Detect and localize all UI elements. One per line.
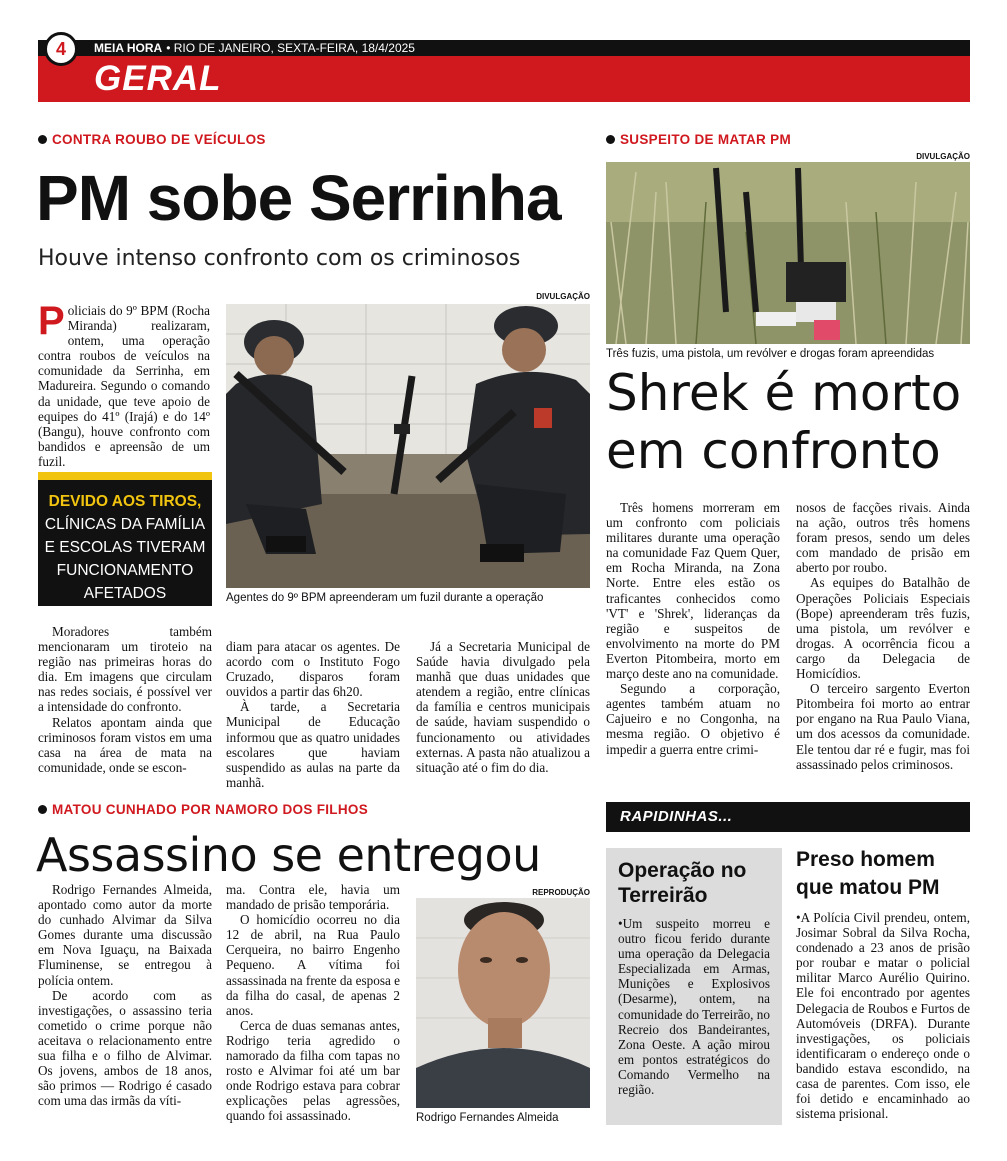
story1-column-3 bbox=[416, 639, 590, 775]
story1-photo-caption: Agentes do 9º BPM apreenderam um fuzil durante a operação bbox=[226, 592, 544, 604]
story2-column-1 bbox=[606, 500, 780, 757]
story2-col2-p1: nosos de facções rivais. Ainda na ação, outros três homens foram presos, sendo um deles com mandado de prisão em aberto por roubo. bbox=[796, 500, 970, 576]
story3-photo-caption: Rodrigo Fernandes Almeida bbox=[416, 1112, 559, 1124]
story1-photo-credit: DIVULGAÇÃO bbox=[536, 292, 590, 301]
story1-callout bbox=[38, 472, 212, 606]
story1-col3-p1: Já a Secretaria Municipal de Saúde havia divulgado pela manhã que duas unidades que atendem a região, entre clínicas da família e centros municipais de saúde, haviam suspendido o funcionamento ou atividades externas. A pasta não atualizou a situação até o fim do dia. bbox=[416, 639, 590, 775]
rapidinhas-label: RAPIDINHAS... bbox=[620, 808, 733, 825]
brand-name: MEIA HORA bbox=[94, 41, 163, 55]
story2-column-2 bbox=[796, 500, 970, 772]
brief-terreirao-body bbox=[618, 916, 770, 1097]
story3-col1-p2: De acordo com as investigações, o assassino teria cometido o crime porque não aceitava o relacionamento entre sua filha e o filho de Alvimar. Os jovens, ambos de 18 anos, são primos — Rodrigo é casado com uma das irmãs da víti- bbox=[38, 987, 212, 1109]
story1-col1-p1: Moradores também mencionaram um tiroteio na região nas primeiras horas do dia. Em imagens que circulam nas redes sociais, é possível ver a intensidade do confronto. bbox=[38, 624, 212, 715]
story1-lead-text: oliciais do 9º BPM (Rocha Miranda) realizaram, ontem, uma operação contra roubos de veículos na comunidade da Serrinha, em Madureira. Segundo o comando da unidade, que teve apoio de equipes do 41º (Irajá) e do 14º (Bangu), houve confronto com bandidos e apreensão de um fuzil. bbox=[38, 303, 210, 469]
story1-col2-p2: À tarde, a Secretaria Municipal de Educação informou que as quatro unidades escolares que haviam suspendido as aulas na parte da manhã. bbox=[226, 699, 400, 790]
brief-preso-title: Preso homem que matou PM bbox=[796, 848, 940, 899]
story3-col1-p1: Rodrigo Fernandes Almeida, apontado como autor da morte do cunhado Alvimar da Silva Gomes durante uma discussão em Nova Iguaçu, na Baixada Fluminense, se entregou à polícia ontem. bbox=[38, 882, 212, 988]
story3-column-2 bbox=[226, 882, 400, 1124]
story1-photo bbox=[226, 304, 590, 588]
story2-col2-p2: As equipes do Batalhão de Operações Policiais Especiais (Bope) apreenderam três fuzis, uma pistola, um revólver e drogas. A ocorrência ficou a cargo da Delegacia de Homicídios. bbox=[796, 575, 970, 682]
story1-headline: PM sobe Serrinha bbox=[36, 162, 561, 234]
police-officers-photo bbox=[226, 304, 590, 588]
brief-preso-text: A Polícia Civil prendeu, ontem, Josimar Sobral da Silva Rocha, condenado a 23 anos de prisão por roubar e matar o policial militar Marco Aurélio Quirino. Ele foi encontrado por agentes Delegacia de Roubos e Furtos de Automóveis (DRFA). Durante investigações, os policiais identificaram o endereço onde o bandido estava escondido, na casa de parentes. Com isso, ele foi detido e encaminhado ao sistema prisional. bbox=[796, 910, 970, 1122]
story2-headline-line2: em confronto bbox=[606, 422, 941, 480]
callout-highlight: DEVIDO AOS TIROS, bbox=[48, 493, 202, 510]
story3-col2-p3: Cerca de duas semanas antes, Rodrigo teria agredido o namorado da filha com tapas no rosto e Alvimar foi até um bar onde Rodrigo estava para cobrar explicações pelas agressões, quando foi assassinado. bbox=[226, 1017, 400, 1124]
story1-lead bbox=[38, 299, 210, 469]
seized-weapons-photo bbox=[606, 162, 970, 344]
story2-photo-credit: DIVULGAÇÃO bbox=[916, 152, 970, 161]
story1-subhead: Houve intenso confronto com os criminosos bbox=[38, 246, 521, 271]
brief-terreirao-text: Um suspeito morreu e outro ficou ferido durante uma operação da Delegacia Especializada em Armas, Munições e Explosivos (Desarme), ontem, na comunidade do Terreirão, no Recreio dos Bandeirantes, Zona Oeste. A ação mirou em pontos estratégicos do Comando Vermelho na região. bbox=[618, 916, 770, 1098]
story3-col2-p2: O homicídio ocorreu no dia 12 de abril, na Rua Paulo Cerqueira, no bairro Engenho Pequeno. A vítima foi assassinada na frente da esposa e da filha do casal, de apenas 2 anos. bbox=[226, 912, 400, 1018]
story2-kicker: SUSPEITO DE MATAR PM bbox=[606, 132, 791, 148]
story2-headline-line1: Shrek é morto bbox=[606, 364, 962, 422]
story1-column-2 bbox=[226, 639, 400, 790]
story1-column-1 bbox=[38, 624, 212, 775]
brief-terreirao bbox=[606, 848, 782, 1125]
brief-preso bbox=[796, 846, 970, 1121]
story1-col1-p2: Relatos apontam ainda que criminosos foram vistos em uma casa na área de mata na comunidade, onde se escon- bbox=[38, 714, 212, 775]
dropcap: P bbox=[38, 299, 65, 343]
story3-photo-credit: REPRODUÇÃO bbox=[532, 888, 590, 897]
story1-kicker: CONTRA ROUBO DE VEÍCULOS bbox=[38, 132, 266, 148]
suspect-portrait-photo bbox=[416, 898, 590, 1108]
story3-column-1 bbox=[38, 882, 212, 1108]
story3-col2-p1: ma. Contra ele, havia um mandado de prisão temporária. bbox=[226, 882, 400, 913]
story3-kicker: MATOU CUNHADO POR NAMORO DOS FILHOS bbox=[38, 802, 368, 818]
story2-col1-p1: Três homens morreram em um confronto com policiais militares durante uma operação na comunidade Faz Quem Quer, em Rocha Miranda, na Zona Norte. Entre eles estão os traficantes conhecidos como 'VT' e 'Shrek', lideranças da região e suspeitos de envolvimento na morte do PM Everton Pitombeira, morto em março deste ano na comunidade. bbox=[606, 500, 780, 682]
masthead bbox=[94, 40, 415, 56]
story2-photo-caption: Três fuzis, uma pistola, um revólver e drogas foram apreendidas bbox=[606, 348, 935, 360]
brief-preso-body bbox=[796, 910, 970, 1121]
story3-headline: Assassino se entregou bbox=[36, 828, 541, 882]
story3-photo bbox=[416, 898, 590, 1108]
story2-col2-p3: O terceiro sargento Everton Pitombeira foi morto ao entrar por engano na Rua Paulo Viana, um dos acessos da comunidade. Ele tentou dar ré e fugir, mas foi assassinado pelos criminosos. bbox=[796, 681, 970, 772]
section-title: GERAL bbox=[94, 59, 222, 98]
dateline: • RIO DE JANEIRO, SEXTA-FEIRA, 18/4/2025 bbox=[166, 41, 415, 55]
brief-terreirao-title: Operação no Terreirão bbox=[618, 859, 747, 907]
story2-headline bbox=[606, 364, 961, 480]
page-number: 4 bbox=[44, 32, 78, 66]
story1-col2-p1: diam para atacar os agentes. De acordo com o Instituto Fogo Cruzado, disparos foram ouvidos a partir das 6h20. bbox=[226, 639, 400, 700]
story2-col1-p2: Segundo a corporação, agentes também atuam no Cajueiro e no Congonha, na mesma região. O objetivo é impedir a guerra entre crimi- bbox=[606, 681, 780, 757]
callout-text: CLÍNICAS DA FAMÍLIA E ESCOLAS TIVERAM FUNCIONAMENTO AFETADOS bbox=[44, 516, 206, 602]
story2-photo bbox=[606, 162, 970, 344]
